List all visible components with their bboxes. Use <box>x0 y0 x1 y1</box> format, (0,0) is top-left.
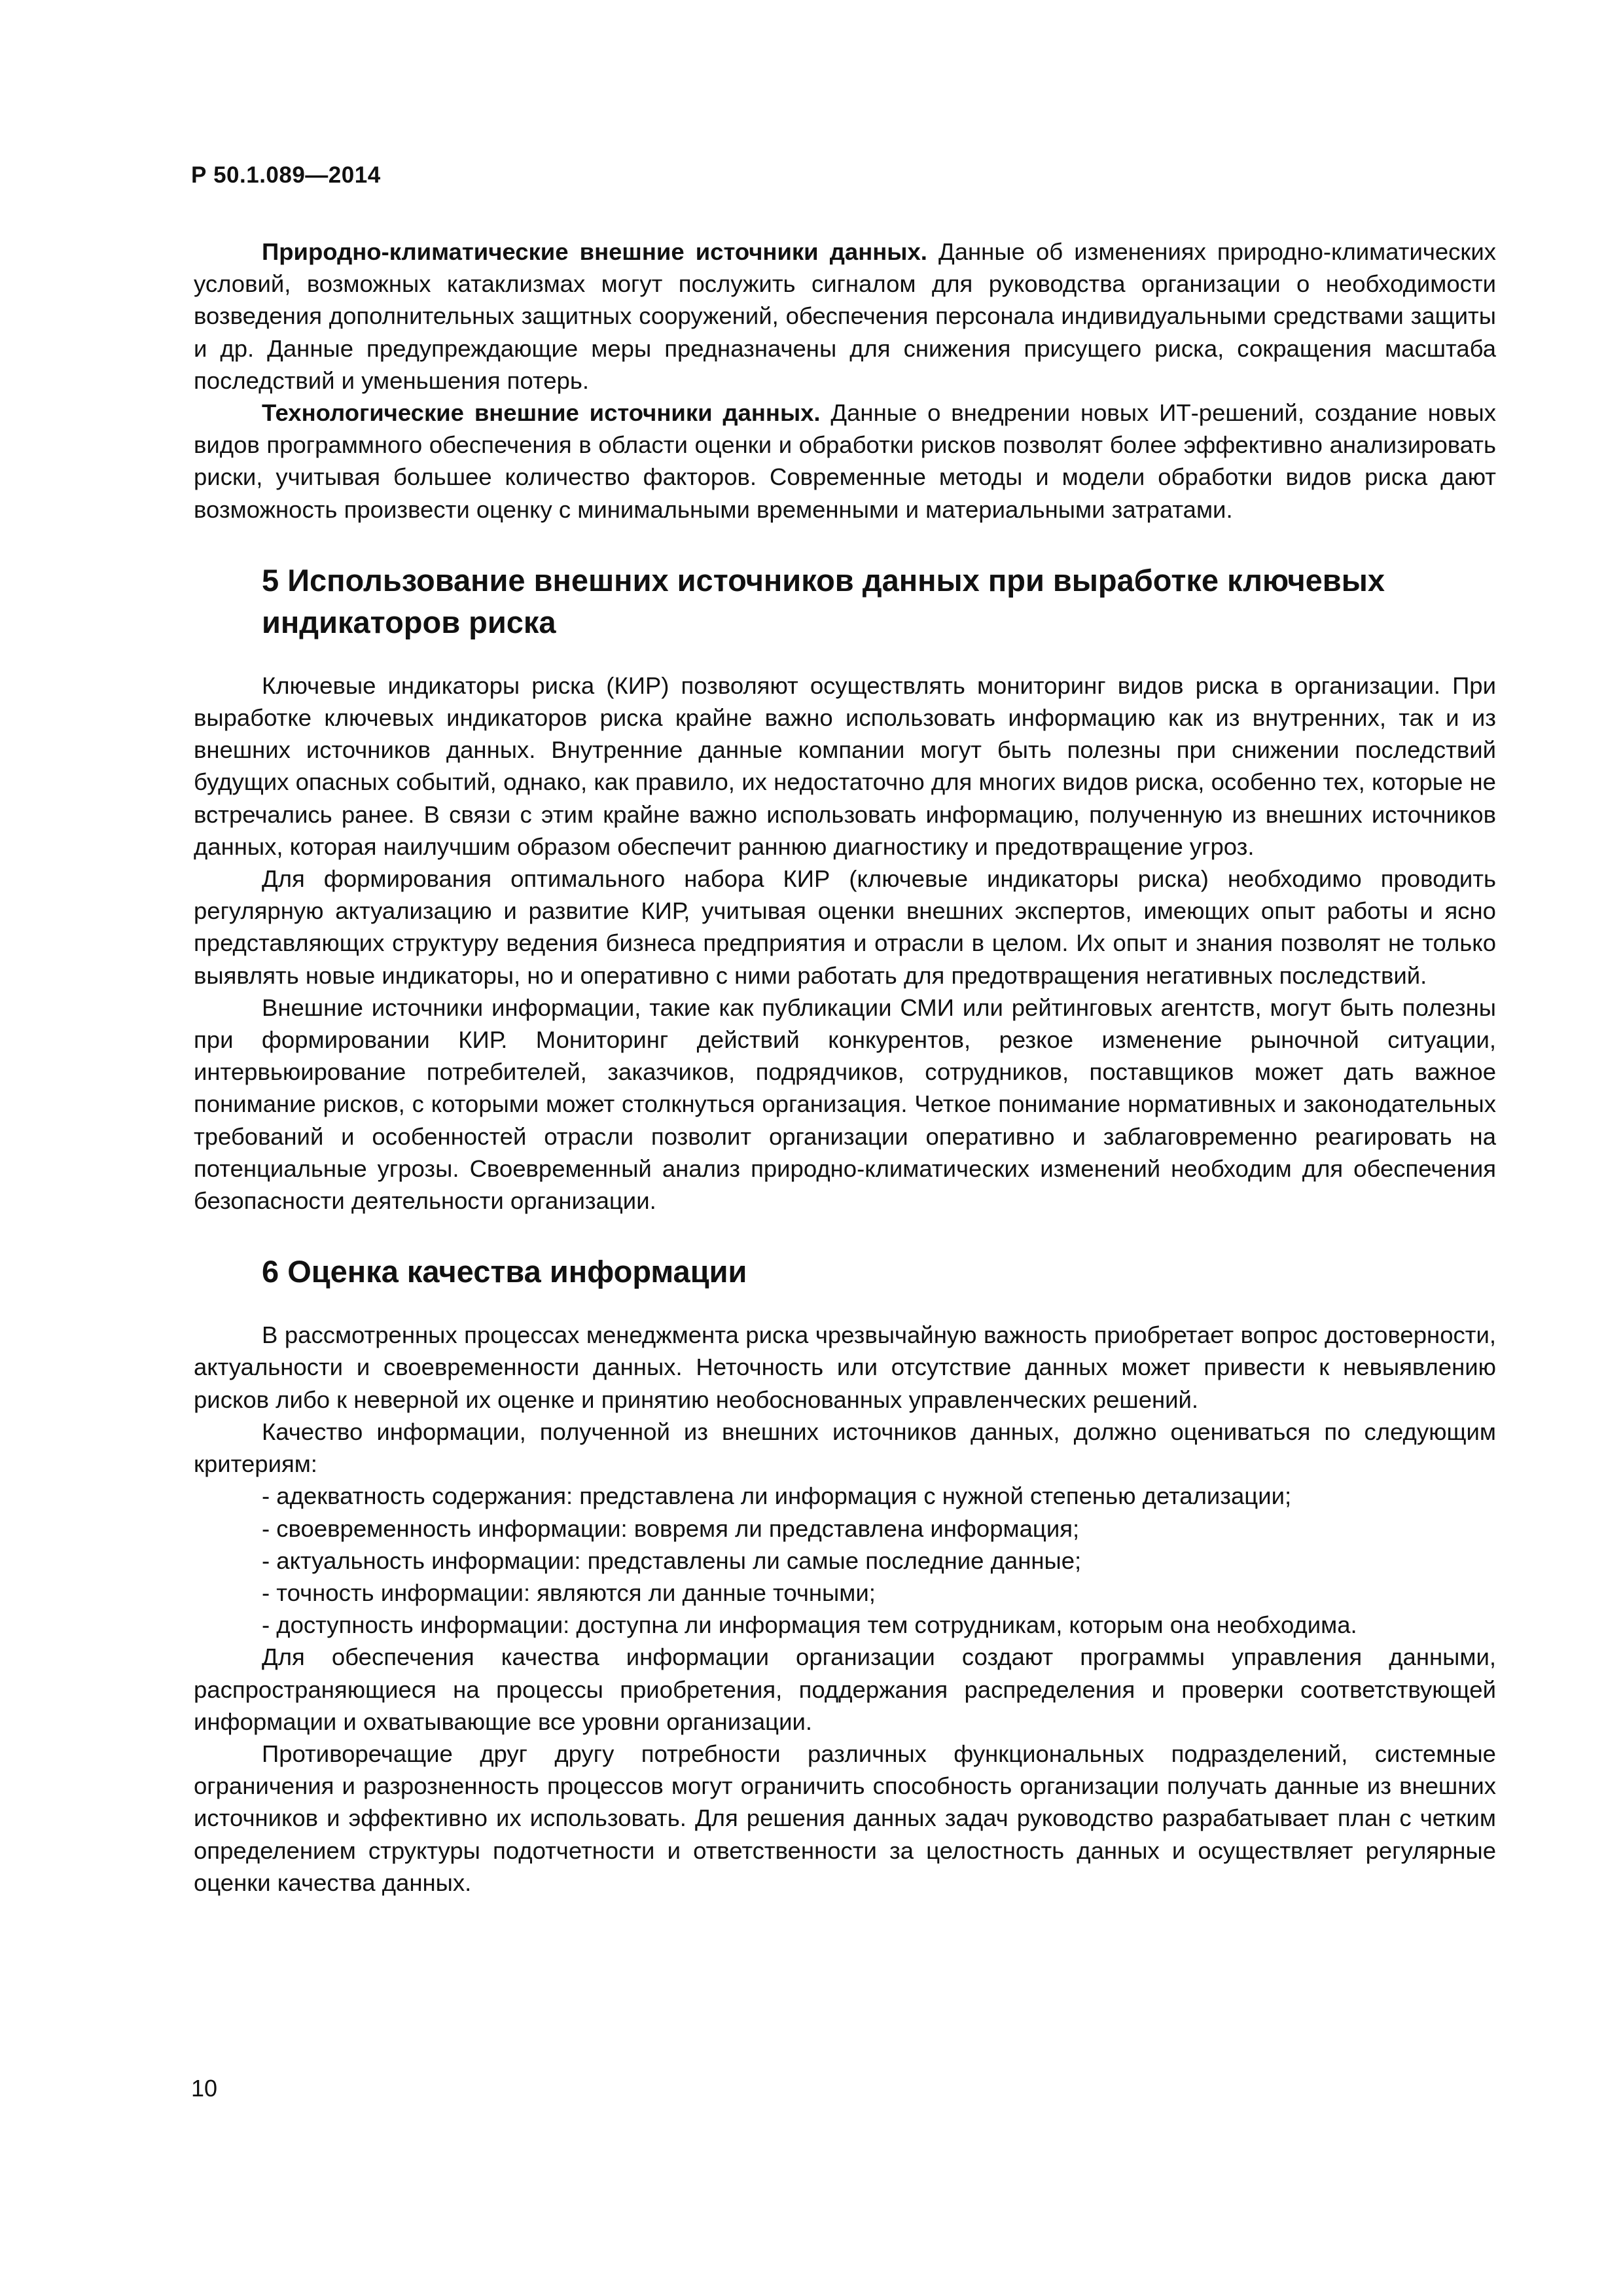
paragraph-text: Данные о внедрении новых ИТ-решений, создание новых видов программного обеспечения в области оценки и обработки рисков позволят более эффективно анализировать риски, учитывая большее количество факторов. Современные методы и модели обработки видов риска дают возможность произвести оценку с минимальными временными и материальными затратами. <box>194 399 1496 523</box>
section-5-heading: 5 Использование внешних источников данных при выработке ключевых индикаторов риска <box>262 562 1385 639</box>
section-6-paragraph: Противоречащие друг другу потребности различных функциональных подразделений, системные ограничения и разрозненность процессов могут ограничить способность организации получать данные из внешних источников и эффективно их использовать. Для решения данных задач руководство разрабатывает план с четким определением структуры подотчетности и ответственности за целостность данных и осуществляет регулярные оценки качества данных. <box>194 1740 1496 1896</box>
criteria-item: - своевременность информации: вовремя ли представлена информация; <box>262 1515 1080 1542</box>
section-6-paragraph: Качество информации, полученной из внешних источников данных, должно оцениваться по следующим критериям: <box>194 1418 1496 1478</box>
section-6-heading: 6 Оценка качества информации <box>262 1254 747 1289</box>
paragraph-text: Данные об изменениях природно-климатических условий, возможных катаклизмах могут послужить сигналом для руководства организации о необходимости возведения дополнительных защитных сооружений, обеспечения персонала индивидуальными средствами защиты и др. Данные предупреждающие меры предназначены для снижения присущего риска, сокращения масштаба последствий и уменьшения потерь. <box>194 238 1497 394</box>
section-5-paragraph: Ключевые индикаторы риска (КИР) позволяют осуществлять мониторинг видов риска в организации. При выработке ключевых индикаторов риска крайне важно использовать информацию как из внутренних, так и из внешних источников данных. Внутренние данные компании могут быть полезны при снижении последствий будущих опасных событий, однако, как правило, их недостаточно для многих видов риска, особенно тех, которые не встречались ранее. В связи с этим крайне важно использовать информацию, полученную из внешних источников данных, которая наилучшим образом обеспечит раннюю диагностику и предотвращение угроз. <box>194 672 1496 860</box>
section-5-paragraph: Внешние источники информации, такие как публикации СМИ или рейтинговых агентств, могут быть полезны при формировании КИР. Мониторинг действий конкурентов, резкое изменение рыночной ситуации, интервьюирование потребителей, заказчиков, подрядчиков, сотрудников, поставщиков может дать важное понимание рисков, с которыми может столкнуться организация. Четкое понимание нормативных и законодательных требований и особенностей отрасли позволит организации оперативно и заблаговременно реагировать на потенциальные угрозы. Своевременный анализ природно-климатических изменений необходим для обеспечения безопасности деятельности организации. <box>194 994 1496 1215</box>
criteria-item: - актуальность информации: представлены ли самые последние данные; <box>262 1547 1082 1574</box>
page-number: 10 <box>191 2075 218 2102</box>
criteria-item: - адекватность содержания: представлена ли информация с нужной степенью детализации; <box>262 1482 1292 1510</box>
section-5-paragraph: Для формирования оптимального набора КИР (ключевые индикаторы риска) необходимо проводить регулярную актуализацию и развитие КИР, учитывая оценки внешних экспертов, имеющих опыт работы и ясно представляющих структуру ведения бизнеса предприятия и отрасли в целом. Их опыт и знания позволят не только выявлять новые индикаторы, но и оперативно с ними работать для предотвращения негативных последствий. <box>194 865 1496 989</box>
paragraph-tech-sources <box>194 397 1496 526</box>
paragraph-natural-sources <box>194 236 1496 397</box>
paragraph-lead: Природно-климатические внешние источники данных. <box>262 238 927 265</box>
page-content <box>194 236 1496 1899</box>
section-6-paragraph: Для обеспечения качества информации организации создают программы управления данными, распространяющиеся на процессы приобретения, поддержания распределения и проверки соответствующей информации и охватывающие все уровни организации. <box>194 1643 1496 1735</box>
section-6-paragraph: В рассмотренных процессах менеджмента риска чрезвычайную важность приобретает вопрос достоверности, актуальности и своевременности данных. Неточность или отсутствие данных может привести к невыявлению рисков либо к неверной их оценке и принятию необоснованных управленческих решений. <box>194 1321 1496 1413</box>
document-code: Р 50.1.089—2014 <box>191 162 381 188</box>
criteria-list <box>194 1480 1496 1641</box>
paragraph-lead: Технологические внешние источники данных. <box>262 399 821 427</box>
criteria-item: - доступность информации: доступна ли информация тем сотрудникам, которым она необходима. <box>262 1611 1357 1639</box>
criteria-item: - точность информации: являются ли данные точными; <box>262 1579 876 1606</box>
